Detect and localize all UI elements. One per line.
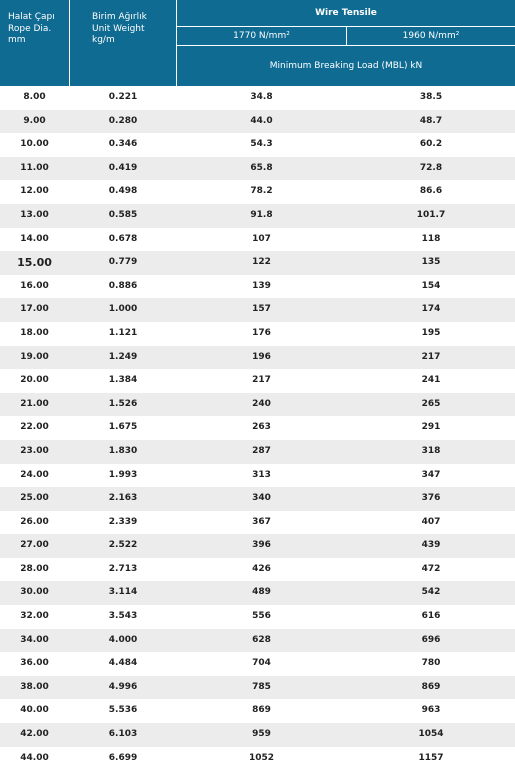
rope-diameter-cell: 15.00: [17, 256, 52, 270]
table-row: [0, 652, 515, 676]
rope-diameter-cell: 23.00: [20, 445, 49, 456]
rope-diameter-cell: 11.00: [20, 162, 49, 173]
unit-weight-cell: 1.993: [108, 469, 138, 480]
mbl-1960-cell: 48.7: [419, 115, 443, 126]
unit-weight-cell: 0.779: [108, 257, 138, 268]
table-header: [0, 0, 515, 86]
unit-weight-cell: 4.000: [108, 634, 138, 645]
table-row: [0, 298, 515, 322]
unit-weight-cell: 0.346: [108, 139, 138, 150]
table-row: [0, 464, 515, 488]
rope-diameter-cell: 40.00: [20, 705, 49, 716]
unit-weight-cell: 6.699: [108, 752, 138, 763]
header-unit-weight: [70, 0, 176, 86]
mbl-1770-cell: 65.8: [250, 162, 273, 173]
mbl-1960-cell: 542: [421, 587, 441, 598]
mbl-1770-cell: 785: [252, 681, 271, 692]
header-tensile-1960: 1960 N/mm²: [402, 31, 460, 41]
mbl-1960-cell: 135: [421, 257, 441, 268]
header-rope-diameter-line: mm: [8, 35, 26, 45]
rope-diameter-cell: 32.00: [20, 611, 49, 622]
mbl-1770-cell: 263: [252, 422, 271, 433]
unit-weight-cell: 1.675: [108, 422, 138, 433]
rope-diameter-cell: 13.00: [20, 209, 49, 220]
rope-diameter-cell: 9.00: [23, 115, 46, 126]
rope-diameter-cell: 17.00: [20, 304, 49, 315]
rope-diameter-cell: 18.00: [20, 327, 49, 338]
mbl-1960-cell: 439: [421, 540, 441, 551]
mbl-1960-cell: 265: [421, 398, 441, 409]
mbl-1770-cell: 340: [252, 493, 271, 504]
table-row: [0, 346, 515, 370]
table-row: [0, 629, 515, 653]
header-rope-diameter-line: Rope Dia.: [8, 23, 52, 34]
header-divider: [176, 0, 177, 86]
table-row: [0, 699, 515, 723]
mbl-1770-cell: 34.8: [250, 92, 273, 102]
mbl-1960-cell: 472: [421, 563, 441, 574]
rope-diameter-cell: 19.00: [20, 351, 49, 362]
rope-diameter-cell: 36.00: [20, 658, 49, 669]
header-unit-weight-line: Birim Ağırlık: [92, 12, 147, 22]
rope-diameter-cell: 42.00: [20, 729, 49, 740]
table-row: [0, 605, 515, 629]
table-row: [0, 393, 515, 417]
table-row: [0, 251, 515, 275]
unit-weight-cell: 4.996: [108, 681, 138, 692]
unit-weight-cell: 1.526: [108, 398, 138, 409]
unit-weight-cell: 0.498: [108, 186, 138, 197]
mbl-1960-cell: 154: [421, 280, 441, 291]
mbl-1960-cell: 780: [421, 658, 441, 669]
rope-diameter-cell: 25.00: [20, 493, 49, 504]
mbl-1770-cell: 122: [252, 257, 271, 268]
table-row: [0, 110, 515, 134]
unit-weight-cell: 6.103: [108, 729, 138, 740]
mbl-1960-cell: 60.2: [419, 139, 443, 150]
unit-weight-cell: 0.678: [108, 233, 138, 244]
table-row: [0, 558, 515, 582]
mbl-1770-cell: 1052: [248, 752, 275, 763]
mbl-1960-cell: 407: [421, 516, 441, 527]
rope-diameter-cell: 8.00: [23, 92, 46, 102]
rope-diameter-cell: 22.00: [20, 422, 49, 433]
table-row: [0, 416, 515, 440]
mbl-1770-cell: 556: [252, 611, 271, 622]
rope-diameter-cell: 21.00: [20, 398, 49, 409]
unit-weight-cell: 1.249: [108, 351, 138, 362]
mbl-1770-cell: 426: [252, 563, 271, 574]
mbl-1770-cell: 107: [252, 233, 271, 244]
unit-weight-cell: 0.585: [108, 209, 138, 220]
mbl-1770-cell: 217: [252, 375, 271, 386]
mbl-1960-cell: 72.8: [419, 162, 443, 173]
unit-weight-cell: 2.713: [108, 563, 138, 574]
unit-weight-cell: 0.886: [108, 280, 138, 291]
mbl-1960-cell: 1054: [418, 729, 444, 740]
unit-weight-cell: 0.280: [108, 115, 138, 126]
mbl-1770-cell: 959: [252, 729, 271, 740]
mbl-1770-cell: 54.3: [250, 139, 273, 150]
mbl-1770-cell: 489: [252, 587, 271, 598]
unit-weight-cell: 0.221: [108, 92, 138, 102]
unit-weight-cell: 2.163: [108, 493, 138, 504]
table-row: [0, 723, 515, 747]
unit-weight-cell: 0.419: [108, 162, 138, 173]
mbl-1960-cell: 38.5: [419, 92, 443, 102]
mbl-1770-cell: 196: [252, 351, 271, 362]
rope-diameter-cell: 10.00: [20, 139, 49, 150]
table-row: [0, 204, 515, 228]
mbl-1960-cell: 869: [421, 681, 441, 692]
header-rope-diameter-line: Halat Çapı: [8, 12, 55, 22]
mbl-1960-cell: 347: [421, 469, 441, 480]
table-row: [0, 322, 515, 346]
mbl-1770-cell: 78.2: [250, 186, 273, 197]
header-divider: [176, 26, 515, 27]
rope-diameter-cell: 14.00: [20, 233, 49, 244]
rope-diameter-cell: 28.00: [20, 563, 49, 574]
unit-weight-cell: 4.484: [108, 658, 138, 669]
unit-weight-cell: 3.114: [108, 587, 138, 598]
mbl-1770-cell: 367: [252, 516, 271, 527]
rope-diameter-cell: 44.00: [20, 752, 49, 763]
mbl-1770-cell: 287: [252, 445, 271, 456]
table-row: [0, 440, 515, 464]
table-row: [0, 747, 515, 771]
header-rope-diameter: [0, 0, 69, 86]
mbl-1960-cell: 291: [421, 422, 441, 433]
mbl-1770-cell: 704: [252, 658, 271, 669]
table-row: [0, 369, 515, 393]
header-tensile-1770: 1770 N/mm²: [233, 31, 290, 41]
mbl-1960-cell: 376: [421, 493, 441, 504]
mbl-1770-cell: 396: [252, 540, 271, 551]
mbl-1960-cell: 86.6: [419, 186, 443, 197]
rope-diameter-cell: 27.00: [20, 540, 49, 551]
mbl-1770-cell: 869: [252, 705, 271, 716]
mbl-1960-cell: 241: [421, 375, 441, 386]
rope-diameter-cell: 20.00: [20, 375, 49, 386]
header-divider: [346, 26, 347, 45]
table-row: [0, 133, 515, 157]
table-row: [0, 180, 515, 204]
mbl-1960-cell: 696: [421, 634, 441, 645]
mbl-1770-cell: 628: [252, 634, 271, 645]
unit-weight-cell: 1.121: [108, 327, 138, 338]
header-wire-tensile: Wire Tensile: [315, 8, 377, 18]
table-row: [0, 86, 515, 110]
rope-diameter-cell: 12.00: [20, 186, 49, 197]
table-row: [0, 157, 515, 181]
unit-weight-cell: 3.543: [108, 611, 138, 622]
mbl-1960-cell: 174: [421, 304, 441, 315]
table-row: [0, 676, 515, 700]
header-mbl: Minimum Breaking Load (MBL) kN: [269, 61, 423, 71]
table-row: [0, 275, 515, 299]
unit-weight-cell: 2.339: [108, 516, 138, 527]
rope-diameter-cell: 34.00: [20, 634, 49, 645]
mbl-1960-cell: 318: [421, 445, 441, 456]
header-unit-weight-line: Unit Weight: [92, 23, 145, 34]
header-divider: [176, 45, 515, 46]
rope-diameter-cell: 30.00: [20, 587, 49, 598]
rope-diameter-cell: 38.00: [20, 681, 49, 692]
mbl-1960-cell: 118: [421, 233, 441, 244]
mbl-1960-cell: 195: [421, 327, 441, 338]
mbl-1770-cell: 313: [252, 469, 271, 480]
mbl-1770-cell: 240: [252, 398, 271, 409]
unit-weight-cell: 1.830: [108, 445, 138, 456]
table-row: [0, 581, 515, 605]
mbl-1770-cell: 157: [252, 304, 271, 315]
rope-diameter-cell: 16.00: [20, 280, 49, 291]
mbl-1960-cell: 963: [421, 705, 441, 716]
table-row: [0, 487, 515, 511]
rope-diameter-cell: 24.00: [20, 469, 49, 480]
unit-weight-cell: 5.536: [108, 705, 138, 716]
mbl-1770-cell: 91.8: [250, 209, 273, 220]
header-divider: [69, 0, 70, 86]
mbl-1960-cell: 616: [421, 611, 441, 622]
unit-weight-cell: 1.000: [108, 304, 138, 315]
mbl-1960-cell: 217: [421, 351, 441, 362]
table-body: [0, 86, 515, 770]
header-unit-weight-line: kg/m: [92, 35, 115, 45]
mbl-1960-cell: 1157: [418, 752, 444, 763]
mbl-1770-cell: 139: [252, 280, 271, 291]
table-row: [0, 511, 515, 535]
rope-diameter-cell: 26.00: [20, 516, 49, 527]
table-row: [0, 534, 515, 558]
unit-weight-cell: 2.522: [108, 540, 138, 551]
mbl-1960-cell: 101.7: [416, 209, 446, 220]
table-row: [0, 228, 515, 252]
unit-weight-cell: 1.384: [108, 375, 138, 386]
mbl-1770-cell: 176: [252, 327, 271, 338]
mbl-1770-cell: 44.0: [250, 115, 273, 126]
